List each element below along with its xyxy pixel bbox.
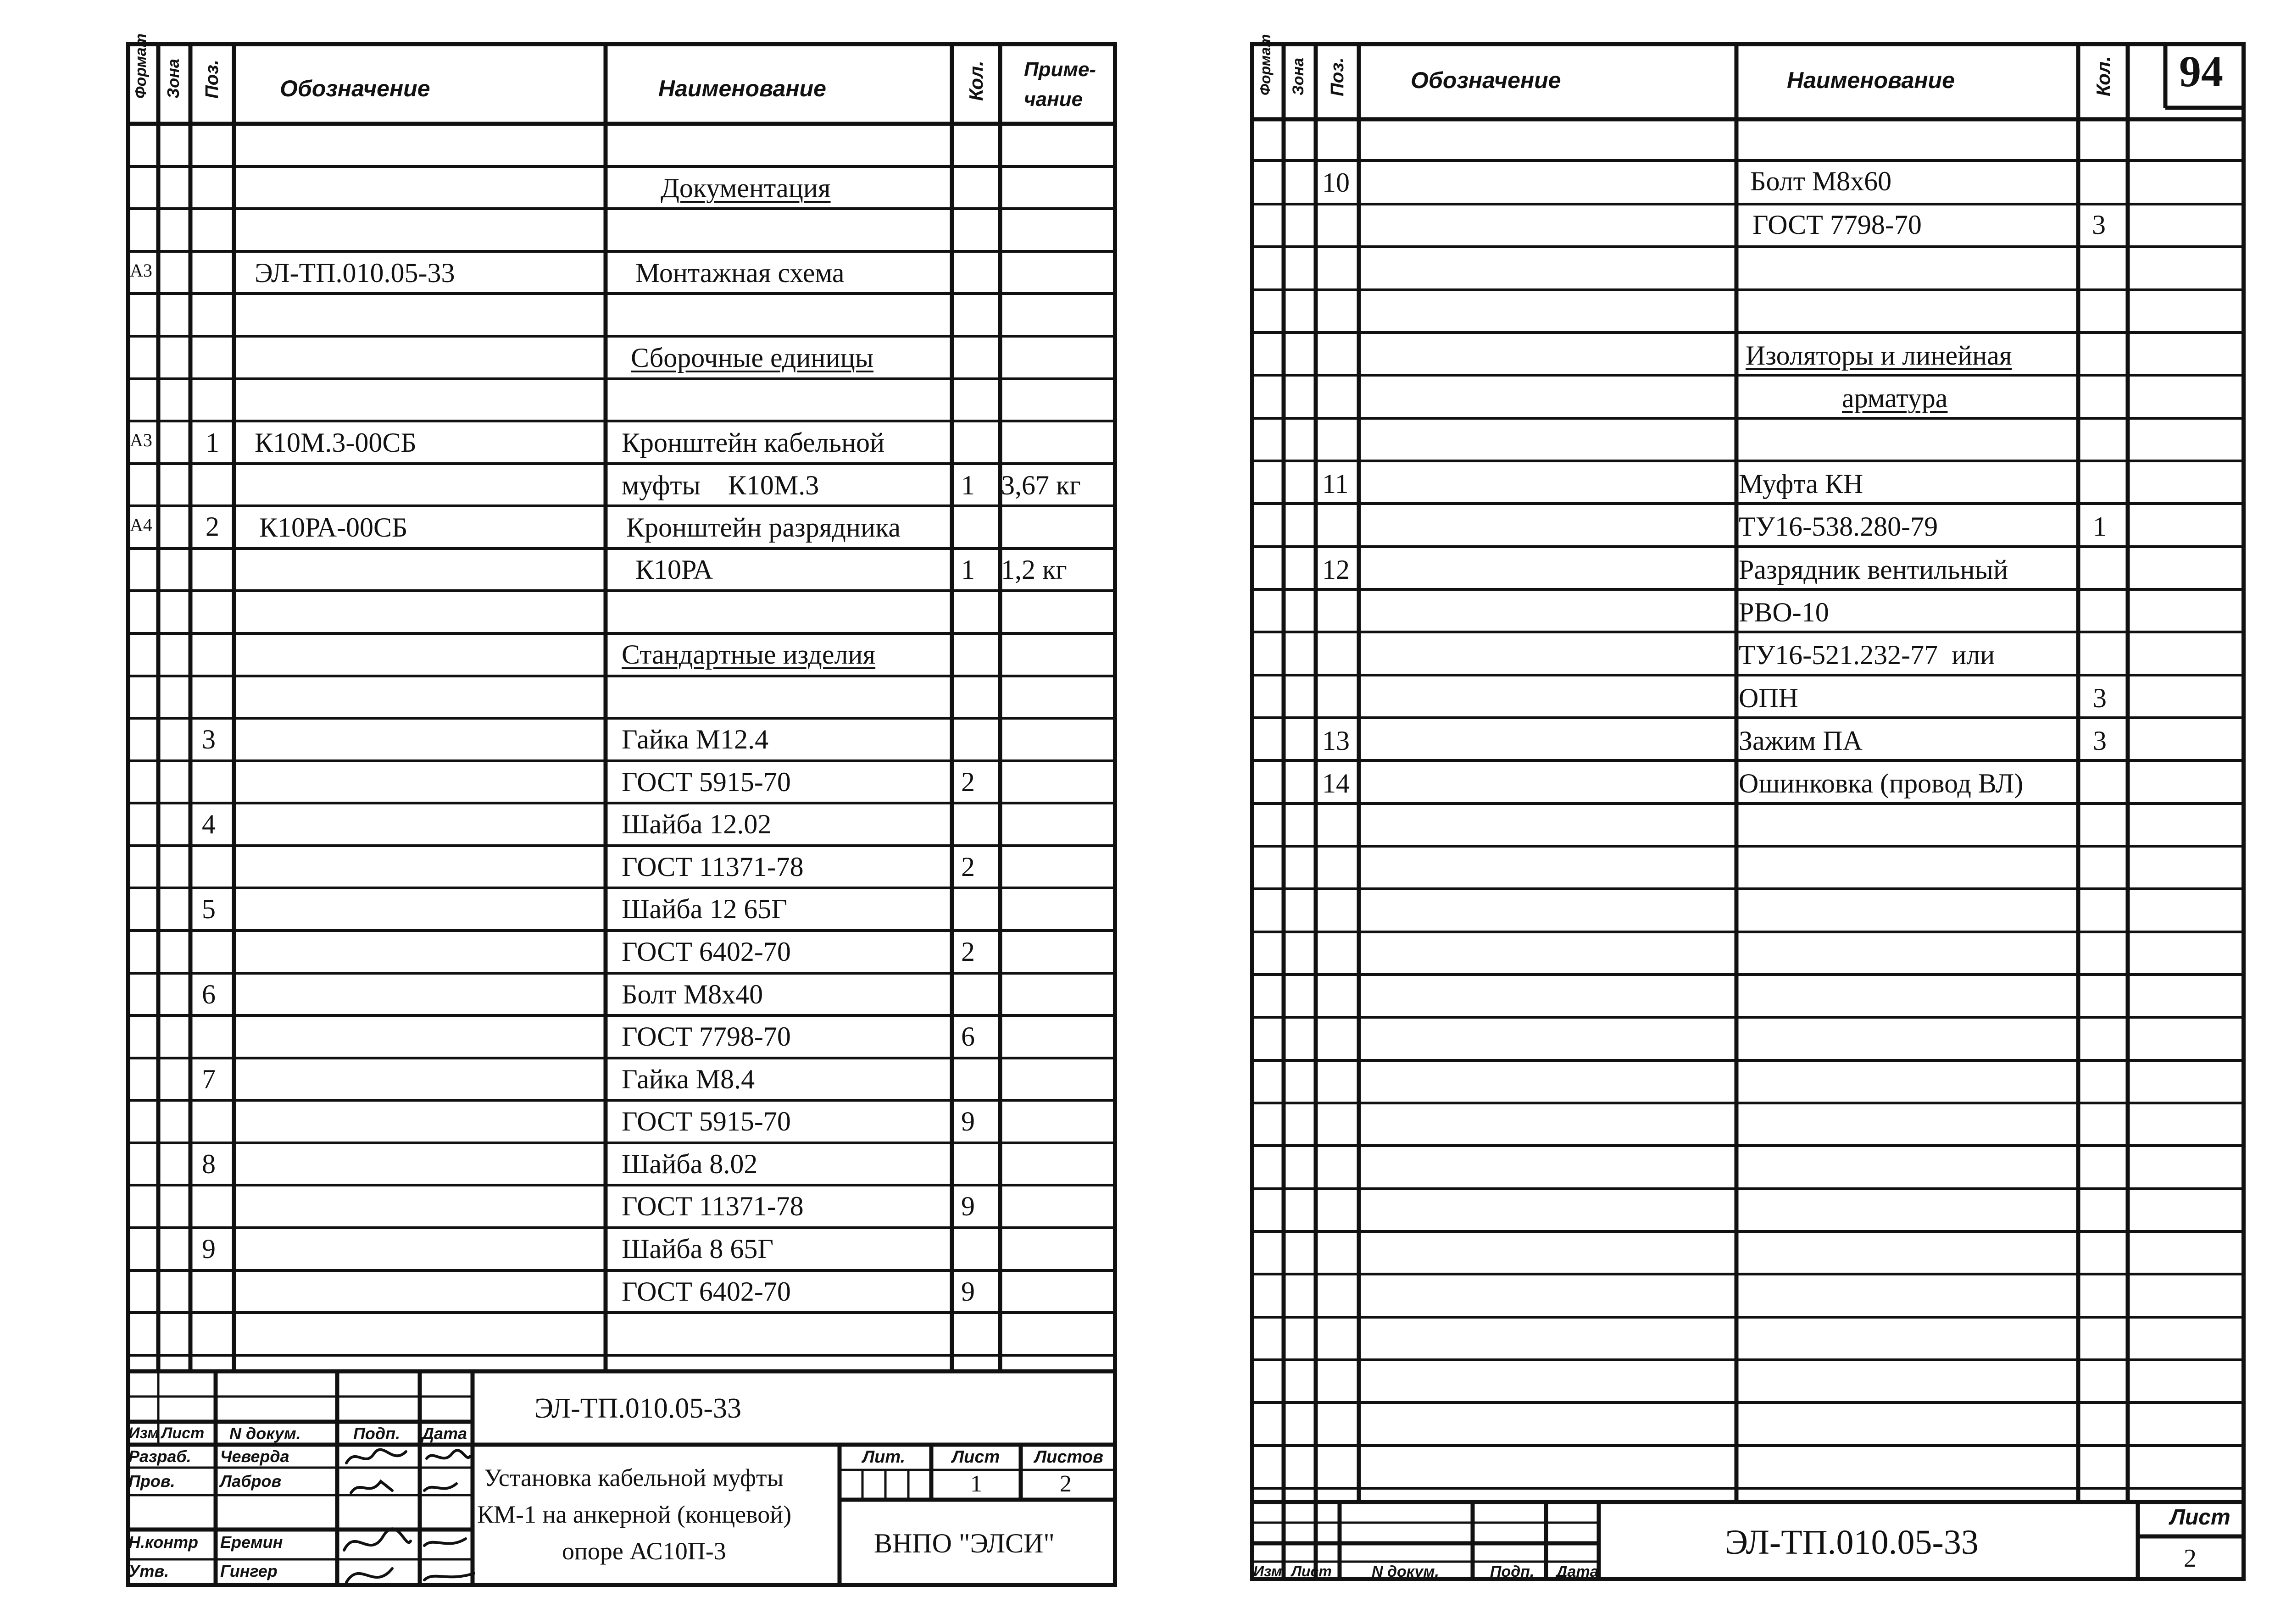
row-qty: 9: [961, 1106, 975, 1136]
stamp2-col-izm: Изм: [1253, 1563, 1282, 1580]
row-name: Ошинковка (провод ВЛ): [1739, 768, 2024, 798]
stamp-col-date: Дата: [422, 1424, 467, 1443]
row-name: ОПН: [1739, 683, 1798, 713]
row-name: ТУ16-538.280-79: [1739, 511, 1938, 542]
stamp2-sheet-label: Лист: [2170, 1505, 2230, 1530]
stamp2-col-date: Дата: [1556, 1563, 1599, 1580]
row-qty: 1: [2093, 511, 2107, 542]
row-name: муфты К10М.3: [622, 470, 819, 500]
row-pos: 6: [202, 979, 216, 1009]
header-note-2: чание: [1024, 88, 1083, 111]
row-pos: 2: [206, 511, 219, 542]
row-pos: 3: [202, 724, 216, 754]
stamp-title-line-1: Установка кабельной муфты: [484, 1464, 784, 1491]
row-name: Шайба 12 65Г: [622, 894, 788, 924]
row-name: Монтажная схема: [635, 258, 845, 288]
section-insulators-cont: арматура: [1842, 383, 1948, 413]
row-pos: 4: [202, 809, 216, 839]
row-name: РВО-10: [1739, 597, 1829, 627]
stamp-sheets-value: 2: [1060, 1471, 1072, 1497]
stamp-role-razrab: Разраб.: [128, 1447, 191, 1466]
stamp-sheet-label: Лист: [952, 1447, 1000, 1467]
row-pos: 9: [202, 1234, 216, 1264]
stamp-role-nkontr: Н.контр: [128, 1533, 198, 1552]
row-pos: 7: [202, 1064, 216, 1094]
header-qty-2: Кол.: [2092, 56, 2114, 96]
row-qty: 2: [961, 852, 975, 882]
header-qty: Кол.: [965, 61, 987, 101]
stamp-name-prov: Лабров: [220, 1472, 282, 1491]
section-insulators: Изоляторы и линейная: [1746, 340, 2012, 371]
stamp2-sheet-value: 2: [2184, 1544, 2197, 1573]
stamp-name-razrab: Чеверда: [220, 1447, 289, 1466]
row-name: ГОСТ 5915-70: [622, 1106, 791, 1136]
row-name: ГОСТ 6402-70: [622, 1276, 791, 1307]
row-note: 1,2 кг: [1001, 554, 1067, 585]
row-designation: К10РА-00СБ: [259, 512, 408, 543]
row-qty: 3: [2092, 210, 2106, 240]
header-zone: Зона: [164, 59, 183, 99]
header-format: Формат: [132, 33, 150, 99]
row-format: А3: [130, 260, 152, 281]
row-designation: ЭЛ-ТП.010.05-33: [255, 258, 455, 288]
row-name: Муфта КН: [1739, 469, 1863, 499]
row-qty: 2: [961, 937, 975, 967]
stamp-col-izm: Изм: [128, 1424, 159, 1442]
stamp2-code: ЭЛ-ТП.010.05-33: [1725, 1523, 1979, 1562]
row-format: А4: [130, 515, 152, 535]
row-name: Кронштейн кабельной: [622, 427, 885, 458]
row-pos: 12: [1322, 554, 1350, 585]
stamp-sheet-value: 1: [970, 1471, 982, 1497]
header-pos-2: Поз.: [1327, 57, 1347, 96]
header-designation: Обозначение: [280, 76, 430, 101]
header-name: Наименование: [658, 76, 826, 101]
section-standard-items: Стандартные изделия: [622, 639, 876, 670]
row-name: ГОСТ 6402-70: [622, 937, 791, 967]
section-assembly-units: Сборочные единицы: [631, 343, 874, 373]
row-pos: 8: [202, 1149, 216, 1179]
header-designation-2: Обозначение: [1411, 67, 1561, 93]
stamp-lit-label: Лит.: [862, 1447, 906, 1467]
row-name: Шайба 8 65Г: [622, 1234, 774, 1264]
header-name-2: Наименование: [1787, 67, 1955, 93]
row-qty: 3: [2093, 683, 2107, 713]
header-pos: Поз.: [202, 60, 222, 99]
row-name: Болт М8х60: [1750, 166, 1892, 196]
stamp-organization: ВНПО "ЭЛСИ": [874, 1528, 1055, 1558]
stamp-col-sign: Подп.: [353, 1424, 400, 1443]
page-number: 94: [2179, 47, 2223, 96]
row-qty: 2: [961, 767, 975, 797]
stamp-sheets-label: Листов: [1035, 1447, 1103, 1467]
row-name: ГОСТ 7798-70: [622, 1021, 791, 1052]
stamp2-col-list: Лист: [1291, 1563, 1332, 1580]
header-note-1: Приме-: [1024, 58, 1096, 81]
row-pos: 5: [202, 894, 216, 924]
row-name: Зажим ПА: [1739, 726, 1863, 756]
row-qty: 6: [961, 1021, 975, 1052]
row-pos: 1: [206, 427, 219, 458]
row-pos: 14: [1322, 768, 1350, 798]
row-name: ГОСТ 7798-70: [1752, 210, 1922, 240]
stamp2-col-sign: Подп.: [1490, 1563, 1535, 1580]
row-note: 3,67 кг: [1001, 470, 1081, 500]
stamp-name-utv: Гингер: [220, 1562, 278, 1580]
row-format: А3: [130, 430, 152, 450]
stamp-name-nkontr: Еремин: [220, 1533, 283, 1552]
stamp-role-utv: Утв.: [128, 1562, 169, 1580]
header-format-2: Формат: [1257, 34, 1274, 95]
row-qty: 9: [961, 1191, 975, 1221]
stamp-title-line-2: КМ-1 на анкерной (концевой): [477, 1501, 792, 1528]
row-name: Разрядник вентильный: [1739, 554, 2008, 585]
row-name: Шайба 12.02: [622, 809, 772, 839]
row-name: Шайба 8.02: [622, 1149, 758, 1179]
row-pos: 13: [1322, 726, 1350, 756]
row-name: Гайка М12.4: [622, 724, 769, 754]
row-name: Кронштейн разрядника: [626, 512, 901, 543]
stamp2-col-doc: N докум.: [1372, 1563, 1439, 1580]
stamp-title-line-3: опоре АС10П-3: [562, 1537, 726, 1565]
stamp-col-doc: N докум.: [229, 1424, 301, 1443]
stamp-col-list: Лист: [161, 1424, 205, 1442]
row-designation: К10М.3-00СБ: [255, 427, 417, 458]
row-pos: 10: [1322, 167, 1350, 198]
stamp-code: ЭЛ-ТП.010.05-33: [534, 1393, 742, 1424]
row-name: ГОСТ 11371-78: [622, 852, 804, 882]
stamp-role-prov: Пров.: [128, 1472, 175, 1491]
row-name: К10РА: [635, 554, 713, 585]
header-zone-2: Зона: [1290, 57, 1307, 95]
row-qty: 1: [961, 470, 975, 500]
row-pos: 11: [1322, 469, 1349, 499]
row-name: Болт М8х40: [622, 979, 763, 1009]
row-name: ТУ16-521.232-77 или: [1739, 640, 1995, 670]
row-qty: 9: [961, 1276, 975, 1307]
row-name: Гайка М8.4: [622, 1064, 755, 1094]
row-qty: 3: [2093, 726, 2107, 756]
row-qty: 1: [961, 554, 975, 585]
section-documentation: Документация: [661, 173, 831, 203]
row-name: ГОСТ 5915-70: [622, 767, 791, 797]
row-name: ГОСТ 11371-78: [622, 1191, 804, 1221]
